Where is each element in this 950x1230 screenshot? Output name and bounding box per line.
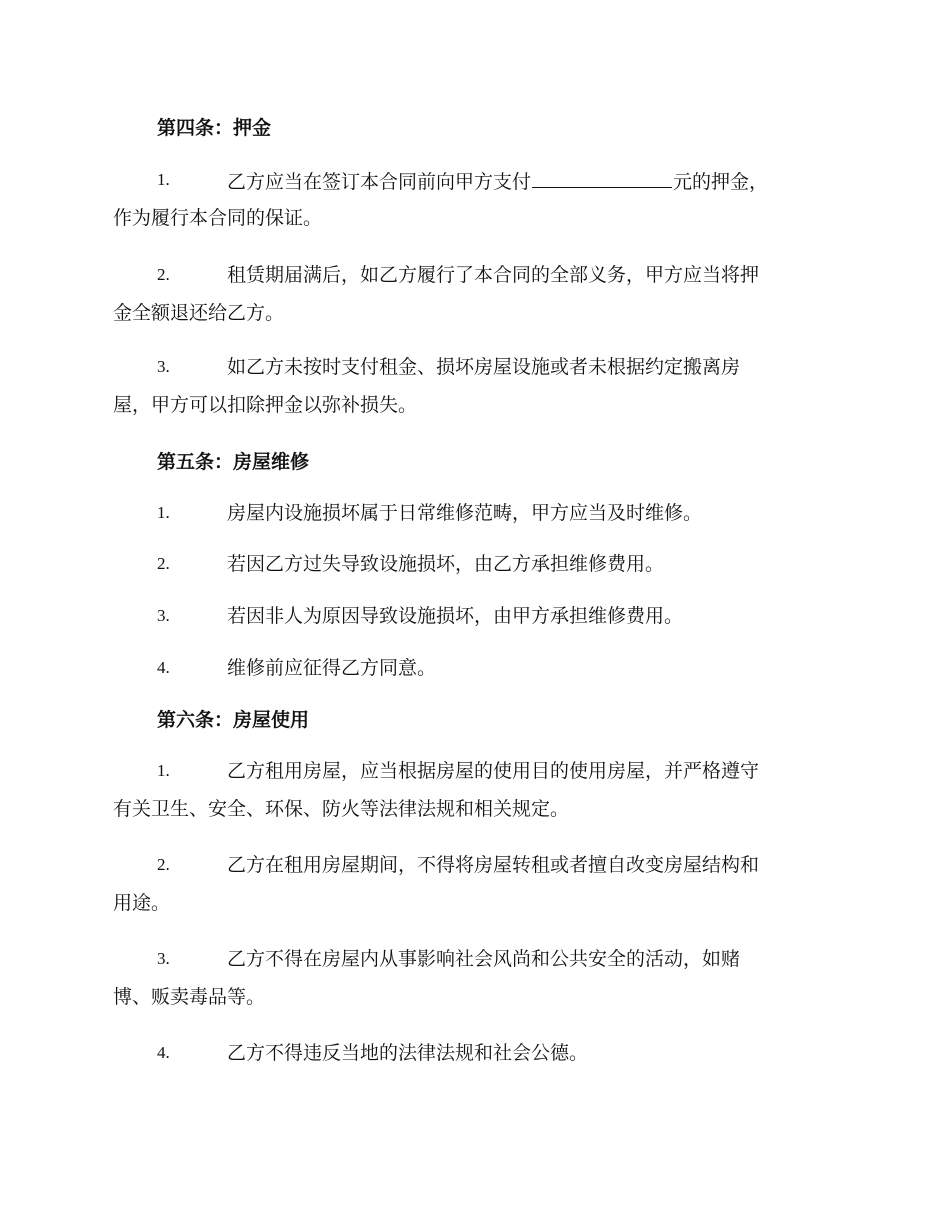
section-heading-maintenance: 第五条：房屋维修 (157, 451, 310, 473)
clause-number: 1. (157, 170, 170, 189)
clause-text-line: 房屋内设施损坏属于日常维修范畴，甲方应当及时维修。 (227, 502, 703, 524)
clause-text-line: 乙方租用房屋，应当根据房屋的使用目的使用房屋，并严格遵守 (227, 760, 760, 782)
clause-text-line: 乙方在租用房屋期间，不得将房屋转租或者擅自改变房屋结构和 (227, 854, 760, 876)
clause-text-after-blank: 元的押金， (673, 171, 769, 193)
clause-number: 2. (157, 554, 170, 573)
clause-number: 3. (157, 949, 170, 968)
clause-number: 2. (157, 265, 170, 284)
deposit-amount-blank (532, 167, 672, 188)
clause-number: 3. (157, 606, 170, 625)
clause-text-continuation: 用途。 (113, 892, 171, 914)
clause-item (0, 655, 950, 735)
clause-number: 2. (157, 855, 170, 874)
clause-number: 3. (157, 357, 170, 376)
clause-item (0, 852, 950, 932)
clause-item (0, 262, 950, 342)
clause-number: 4. (157, 1043, 170, 1062)
clause-text-line: 若因非人为原因导致设施损坏，由甲方承担维修费用。 (227, 605, 684, 627)
section-heading-deposit: 第四条：押金 (157, 117, 272, 139)
clause-text-continuation: 有关卫生、安全、环保、防火等法律法规和相关规定。 (113, 798, 570, 820)
clause-text-continuation: 博、贩卖毒品等。 (113, 986, 266, 1008)
clause-text-line: 租赁期届满后，如乙方履行了本合同的全部义务，甲方应当将押 (227, 264, 760, 286)
clause-text-continuation: 金全额退还给乙方。 (113, 302, 285, 324)
clause-item (0, 1040, 950, 1120)
clause-number: 1. (157, 503, 170, 522)
section-heading-usage: 第六条：房屋使用 (157, 709, 310, 731)
clause-text-line: 若因乙方过失导致设施损坏，由乙方承担维修费用。 (227, 553, 665, 575)
clause-text-line: 乙方不得违反当地的法律法规和社会公德。 (227, 1042, 589, 1064)
clause-item (0, 946, 950, 1026)
clause-text-line (227, 167, 768, 195)
clause-text-before-blank: 乙方应当在签订本合同前向甲方支付 (227, 171, 532, 193)
clause-item (0, 167, 950, 247)
clause-item (0, 354, 950, 434)
clause-number: 4. (157, 658, 170, 677)
clause-item (0, 758, 950, 838)
clause-text-line: 如乙方未按时支付租金、损坏房屋设施或者未根据约定搬离房 (227, 356, 741, 378)
clause-text-line: 维修前应征得乙方同意。 (227, 657, 437, 679)
clause-text-continuation: 屋，甲方可以扣除押金以弥补损失。 (113, 394, 418, 416)
clause-text-line: 乙方不得在房屋内从事影响社会风尚和公共安全的活动，如赌 (227, 948, 741, 970)
clause-text-continuation: 作为履行本合同的保证。 (113, 207, 323, 229)
clause-number: 1. (157, 761, 170, 780)
